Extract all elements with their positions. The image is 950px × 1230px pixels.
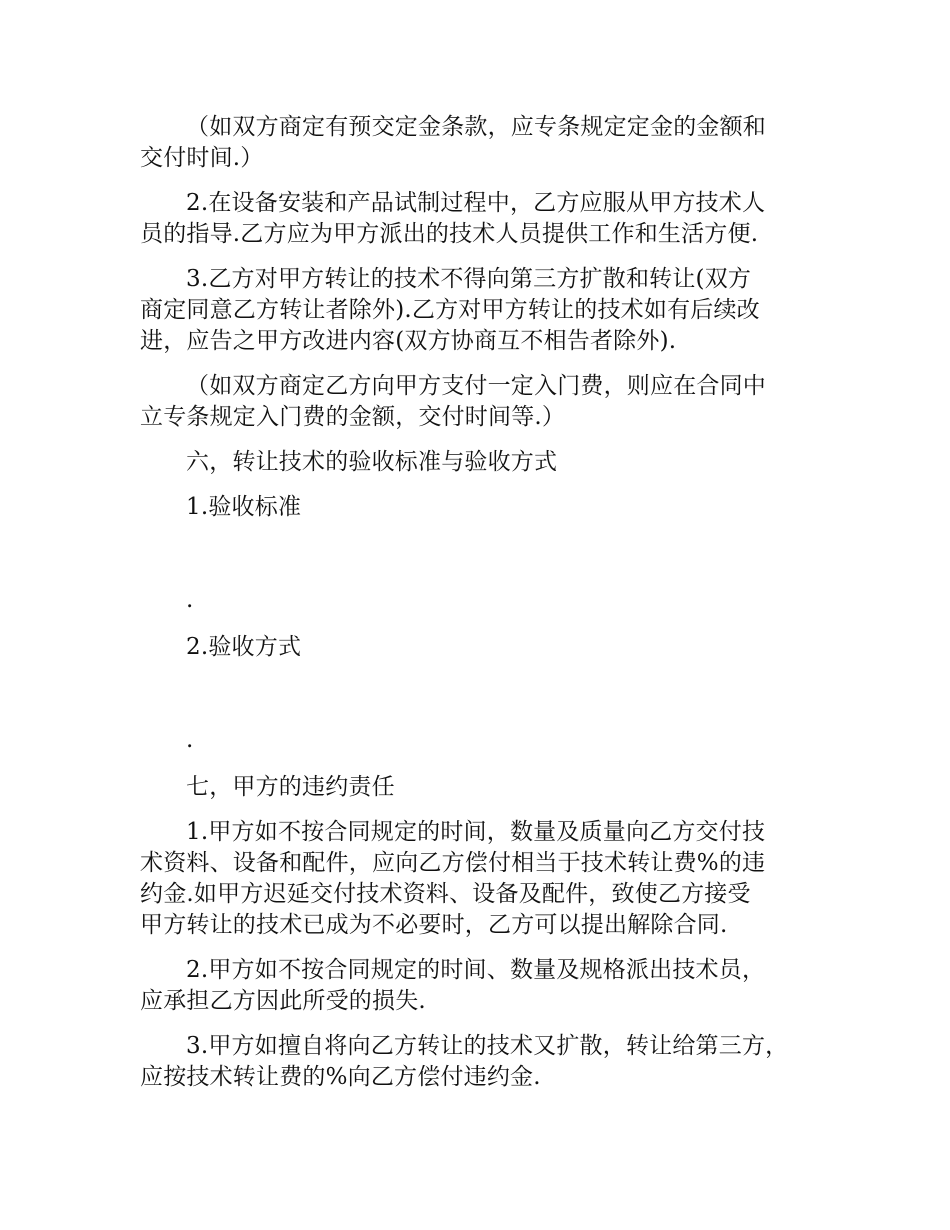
paragraph-installation-guidance: 2.在设备安装和产品试制过程中，乙方应服从甲方技术人 员的指导.乙方应为甲方派出的技术人员提供工作和生活方便.	[140, 190, 766, 247]
paragraph-technology-transfer-restriction: 3.乙方对甲方转让的技术不得向第三方扩散和转让(双方 商定同意乙方转让者除外).乙方对甲方转让的技术如有后续改 进，应告之甲方改进内容(双方协商互不相告者除外).	[140, 266, 760, 354]
contract-body	[140, 112, 820, 1093]
section-heading-acceptance: 六，转让技术的验收标准与验收方式	[186, 449, 558, 475]
paragraph-deposit-note: （如双方商定有预交定金条款，应专条规定定金的金额和 交付时间.）	[140, 114, 766, 171]
acceptance-method-placeholder: .	[186, 727, 194, 753]
section-heading-party-a-liability: 七，甲方的违约责任	[186, 774, 395, 800]
acceptance-standard-placeholder: .	[186, 587, 194, 613]
paragraph-liability-diffusion: 3.甲方如擅自将向乙方转让的技术又扩散，转让给第三方， 应按技术转让费的%向乙方偿付违约金.	[140, 1033, 789, 1090]
paragraph-liability-delivery: 1.甲方如不按合同规定的时间，数量及质量向乙方交付技 术资料、设备和配件，应向乙方偿付相当于技术转让费%的违 约金.如甲方迟延交付技术资料、设备及配件，致使乙方接受 甲方转让的技术已成为不必要时，乙方可以提出解除合同.	[140, 819, 766, 938]
paragraph-entrance-fee-note: （如双方商定乙方向甲方支付一定入门费，则应在合同中 立专条规定入门费的金额，交付时间等.）	[140, 373, 766, 430]
acceptance-method-label: 2.验收方式	[186, 634, 302, 660]
acceptance-standard-label: 1.验收标准	[186, 494, 302, 520]
paragraph-liability-technician: 2.甲方如不按合同规定的时间、数量及规格派出技术员， 应承担乙方因此所受的损失.	[140, 957, 766, 1014]
